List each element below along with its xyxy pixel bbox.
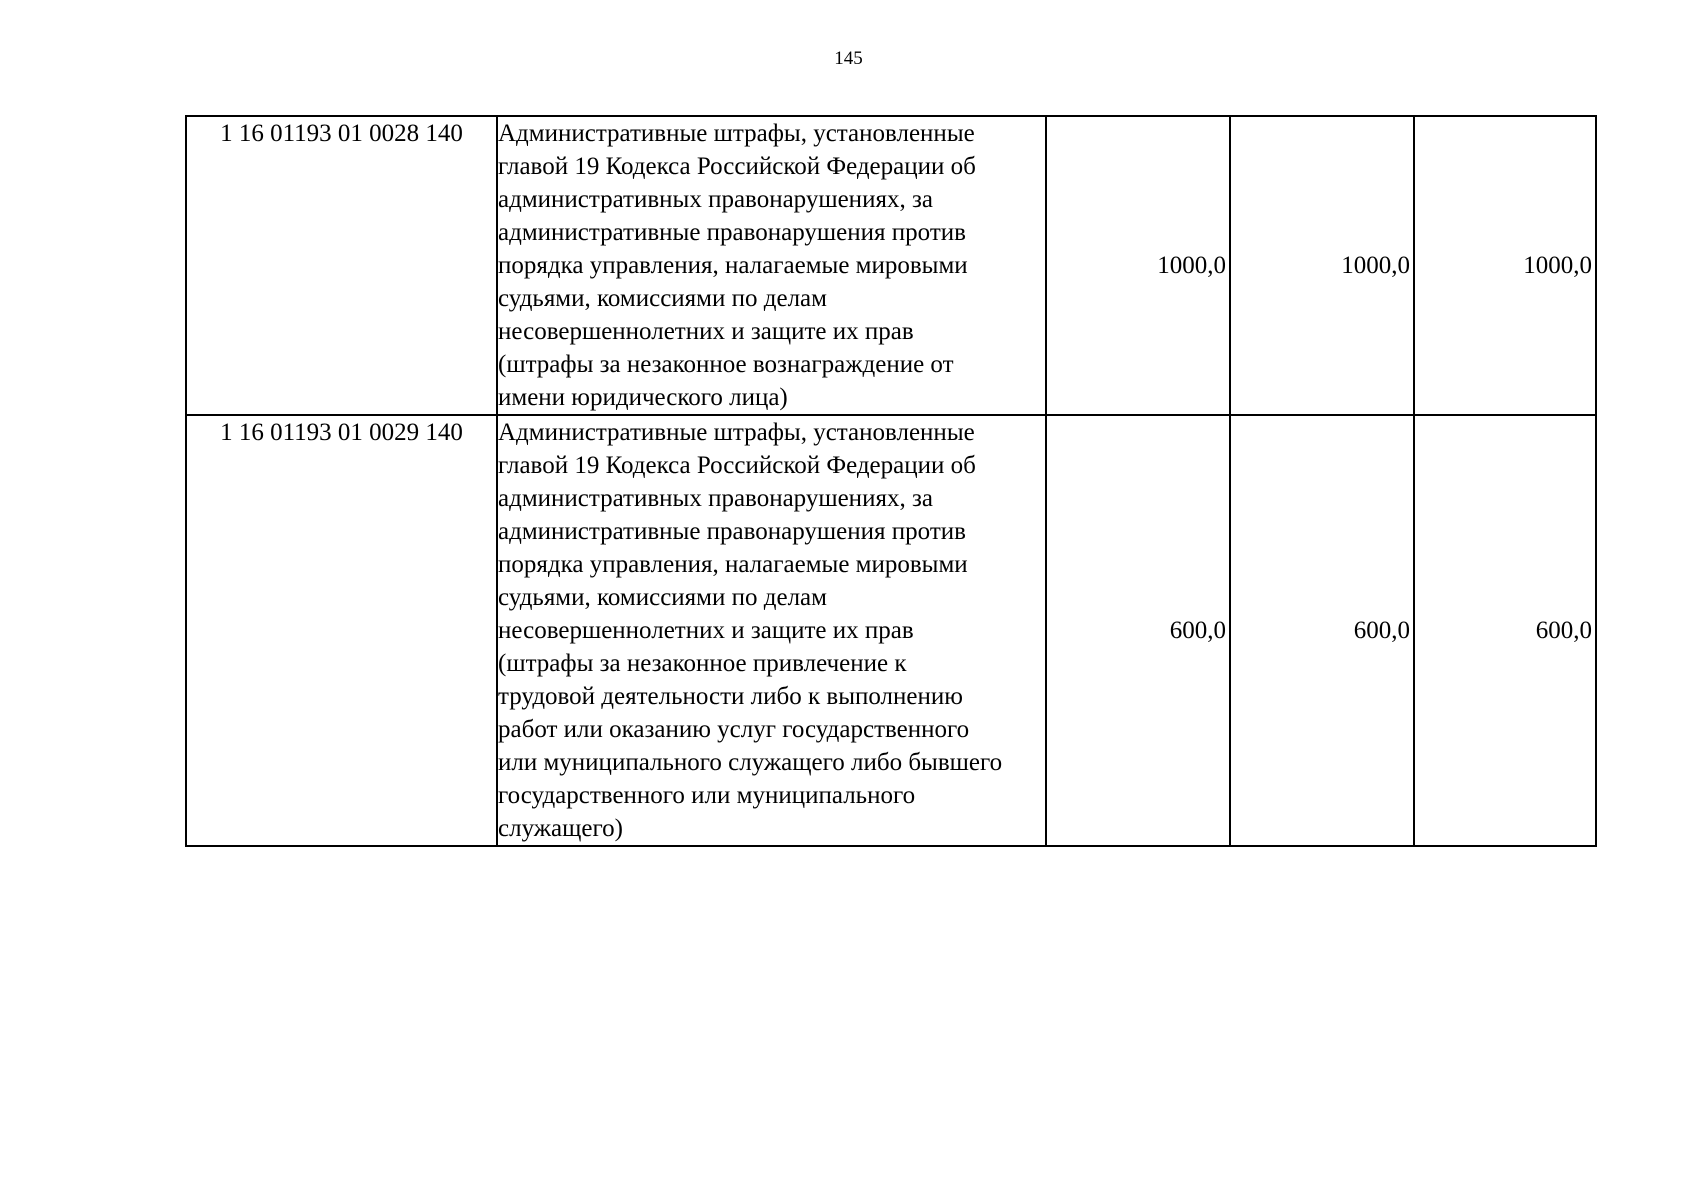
description-line: имени юридического лица) — [498, 384, 788, 411]
amount-cell-3: 1000,0 — [1414, 116, 1596, 415]
description-line: несовершеннолетних и защите их прав — [498, 318, 914, 345]
description-line: судьями, комиссиями по делам — [498, 285, 827, 312]
description-line: судьями, комиссиями по делам — [498, 584, 827, 611]
budget-code-cell: 1 16 01193 01 0029 140 — [186, 415, 497, 846]
amount-cell-1: 600,0 — [1046, 415, 1230, 846]
description-line: Административные штрафы, установленные — [498, 120, 975, 147]
table-row — [186, 116, 1596, 415]
description-line: административные правонарушения против — [498, 219, 966, 246]
description-line: административных правонарушениях, за — [498, 485, 933, 512]
amount-cell-2: 1000,0 — [1230, 116, 1414, 415]
description-line: трудовой деятельности либо к выполнению — [498, 683, 963, 710]
budget-code-cell: 1 16 01193 01 0028 140 — [186, 116, 497, 415]
description-cell — [497, 415, 1046, 846]
table-row — [186, 415, 1596, 846]
description-cell — [497, 116, 1046, 415]
description-line: (штрафы за незаконное привлечение к — [498, 650, 907, 677]
description-line: порядка управления, налагаемые мировыми — [498, 551, 968, 578]
description-line: главой 19 Кодекса Российской Федерации об — [498, 153, 976, 180]
description-line: или муниципального служащего либо бывшего — [498, 749, 1003, 776]
page-number: 145 — [834, 48, 863, 69]
description-line: служащего) — [498, 815, 623, 842]
budget-table — [185, 115, 1597, 847]
description-line: главой 19 Кодекса Российской Федерации об — [498, 452, 976, 479]
description-line: несовершеннолетних и защите их прав — [498, 617, 914, 644]
amount-cell-3: 600,0 — [1414, 415, 1596, 846]
description-line: Административные штрафы, установленные — [498, 419, 975, 446]
amount-cell-1: 1000,0 — [1046, 116, 1230, 415]
amount-cell-2: 600,0 — [1230, 415, 1414, 846]
description-line: работ или оказанию услуг государственного — [498, 716, 970, 743]
description-line: порядка управления, налагаемые мировыми — [498, 252, 968, 279]
description-line: административных правонарушениях, за — [498, 186, 933, 213]
description-line: государственного или муниципального — [498, 782, 916, 809]
description-line: административные правонарушения против — [498, 518, 966, 545]
description-line: (штрафы за незаконное вознаграждение от — [498, 351, 954, 378]
